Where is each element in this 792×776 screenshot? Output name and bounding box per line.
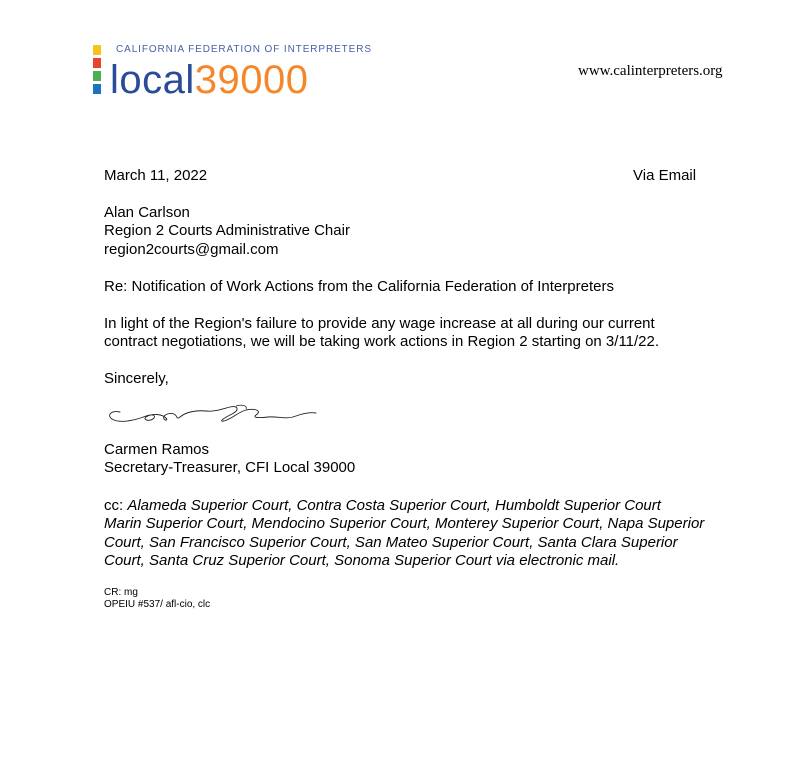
logo-bar-blue bbox=[93, 84, 101, 94]
cc-line-3: Court, San Francisco Superior Court, San Mateo Superior Court, Santa Clara Superior bbox=[104, 534, 678, 551]
logo-number: 39000 bbox=[194, 58, 309, 102]
delivery-method: Via Email bbox=[633, 167, 697, 184]
body-line-1: In light of the Region's failure to provide any wage increase at all during our current bbox=[104, 315, 655, 332]
logo-wordmark bbox=[110, 56, 309, 104]
recipient-email[interactable]: region2courts@gmail.com bbox=[104, 241, 279, 258]
logo-bar-yellow bbox=[93, 45, 101, 55]
handwritten-signature-icon bbox=[106, 402, 320, 428]
website-link[interactable]: www.calinterpreters.org bbox=[578, 63, 723, 79]
letter-date: March 11, 2022 bbox=[104, 167, 208, 184]
logo-word: local bbox=[110, 58, 195, 102]
org-name: CALIFORNIA FEDERATION OF INTERPRETERS bbox=[116, 44, 372, 55]
recipient-name: Alan Carlson bbox=[104, 204, 190, 221]
footer-union: OPEIU #537/ afl-cio, clc bbox=[104, 599, 211, 610]
recipient-title: Region 2 Courts Administrative Chair bbox=[104, 222, 350, 239]
logo-color-bars bbox=[93, 45, 101, 97]
signer-name: Carmen Ramos bbox=[104, 441, 210, 458]
body-line-2: contract negotiations, we will be taking work actions in Region 2 starting on 3/11/22. bbox=[104, 333, 660, 350]
cc-line-2: Marin Superior Court, Mendocino Superior Court, Monterey Superior Court, Napa Superior bbox=[104, 515, 705, 532]
cc-line-1 bbox=[104, 496, 661, 515]
logo-bar-red bbox=[93, 58, 101, 68]
cc-recipients-1: Alameda Superior Court, Contra Costa Superior Court, Humboldt Superior Court bbox=[127, 497, 661, 514]
cc-line-4: Court, Santa Cruz Superior Court, Sonoma Superior Court via electronic mail. bbox=[104, 552, 620, 569]
footer-initials: CR: mg bbox=[104, 587, 138, 598]
signer-title: Secretary-Treasurer, CFI Local 39000 bbox=[104, 459, 356, 476]
logo-bar-green bbox=[93, 71, 101, 81]
closing: Sincerely, bbox=[104, 370, 169, 387]
subject-line: Re: Notification of Work Actions from the California Federation of Interpreters bbox=[104, 278, 614, 295]
cc-label: cc: bbox=[104, 497, 124, 514]
